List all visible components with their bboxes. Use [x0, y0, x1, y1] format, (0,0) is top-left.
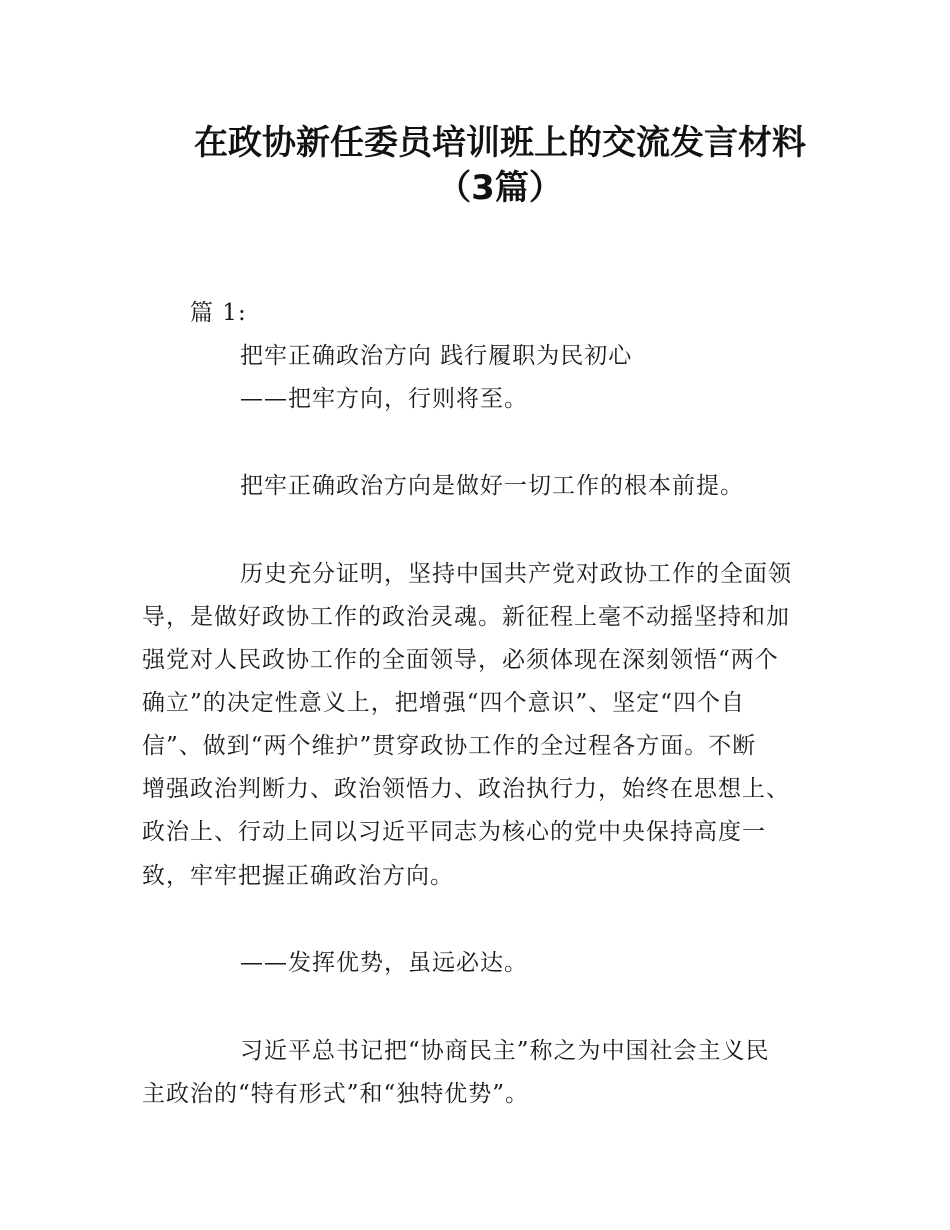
paragraph-line: 确立”的决定性意义上，把增强“四个意识”、坚定“四个自: [142, 690, 746, 716]
document-title-count: （3篇）: [437, 168, 563, 208]
heading-direction: ——把牢方向，行则将至。: [240, 386, 528, 412]
heading-advantage: ——发挥优势，虽远必达。: [240, 950, 528, 976]
paragraph-line: 导，是做好政协工作的政治灵魂。新征程上毫不动摇坚持和加: [142, 604, 790, 630]
document-title: 在政协新任委员培训班上的交流发言材料: [194, 123, 806, 163]
paragraph-line: 强党对人民政协工作的全面领导，必须体现在深刻领悟“两个: [142, 647, 779, 673]
paragraph-line: 历史充分证明，坚持中国共产党对政协工作的全面领: [240, 561, 792, 587]
paragraph-line: 主政治的“特有形式”和“独特优势”。: [142, 1081, 530, 1107]
section-subtitle: 把牢正确政治方向 践行履职为民初心: [240, 343, 633, 369]
paragraph-line: 习近平总书记把“协商民主”称之为中国社会主义民: [240, 1038, 770, 1064]
paragraph-line: 信”、做到“两个维护”贯穿政协工作的全过程各方面。不断: [142, 733, 757, 759]
paragraph-line: 致，牢牢把握正确政治方向。: [142, 863, 454, 889]
paragraph-premise: 把牢正确政治方向是做好一切工作的根本前提。: [240, 473, 744, 499]
paragraph-line: 增强政治判断力、政治领悟力、政治执行力，始终在思想上、: [142, 776, 790, 802]
paragraph-line: 政治上、行动上同以习近平同志为核心的党中央保持高度一: [142, 819, 766, 845]
section-label: 篇 1:: [190, 300, 247, 326]
